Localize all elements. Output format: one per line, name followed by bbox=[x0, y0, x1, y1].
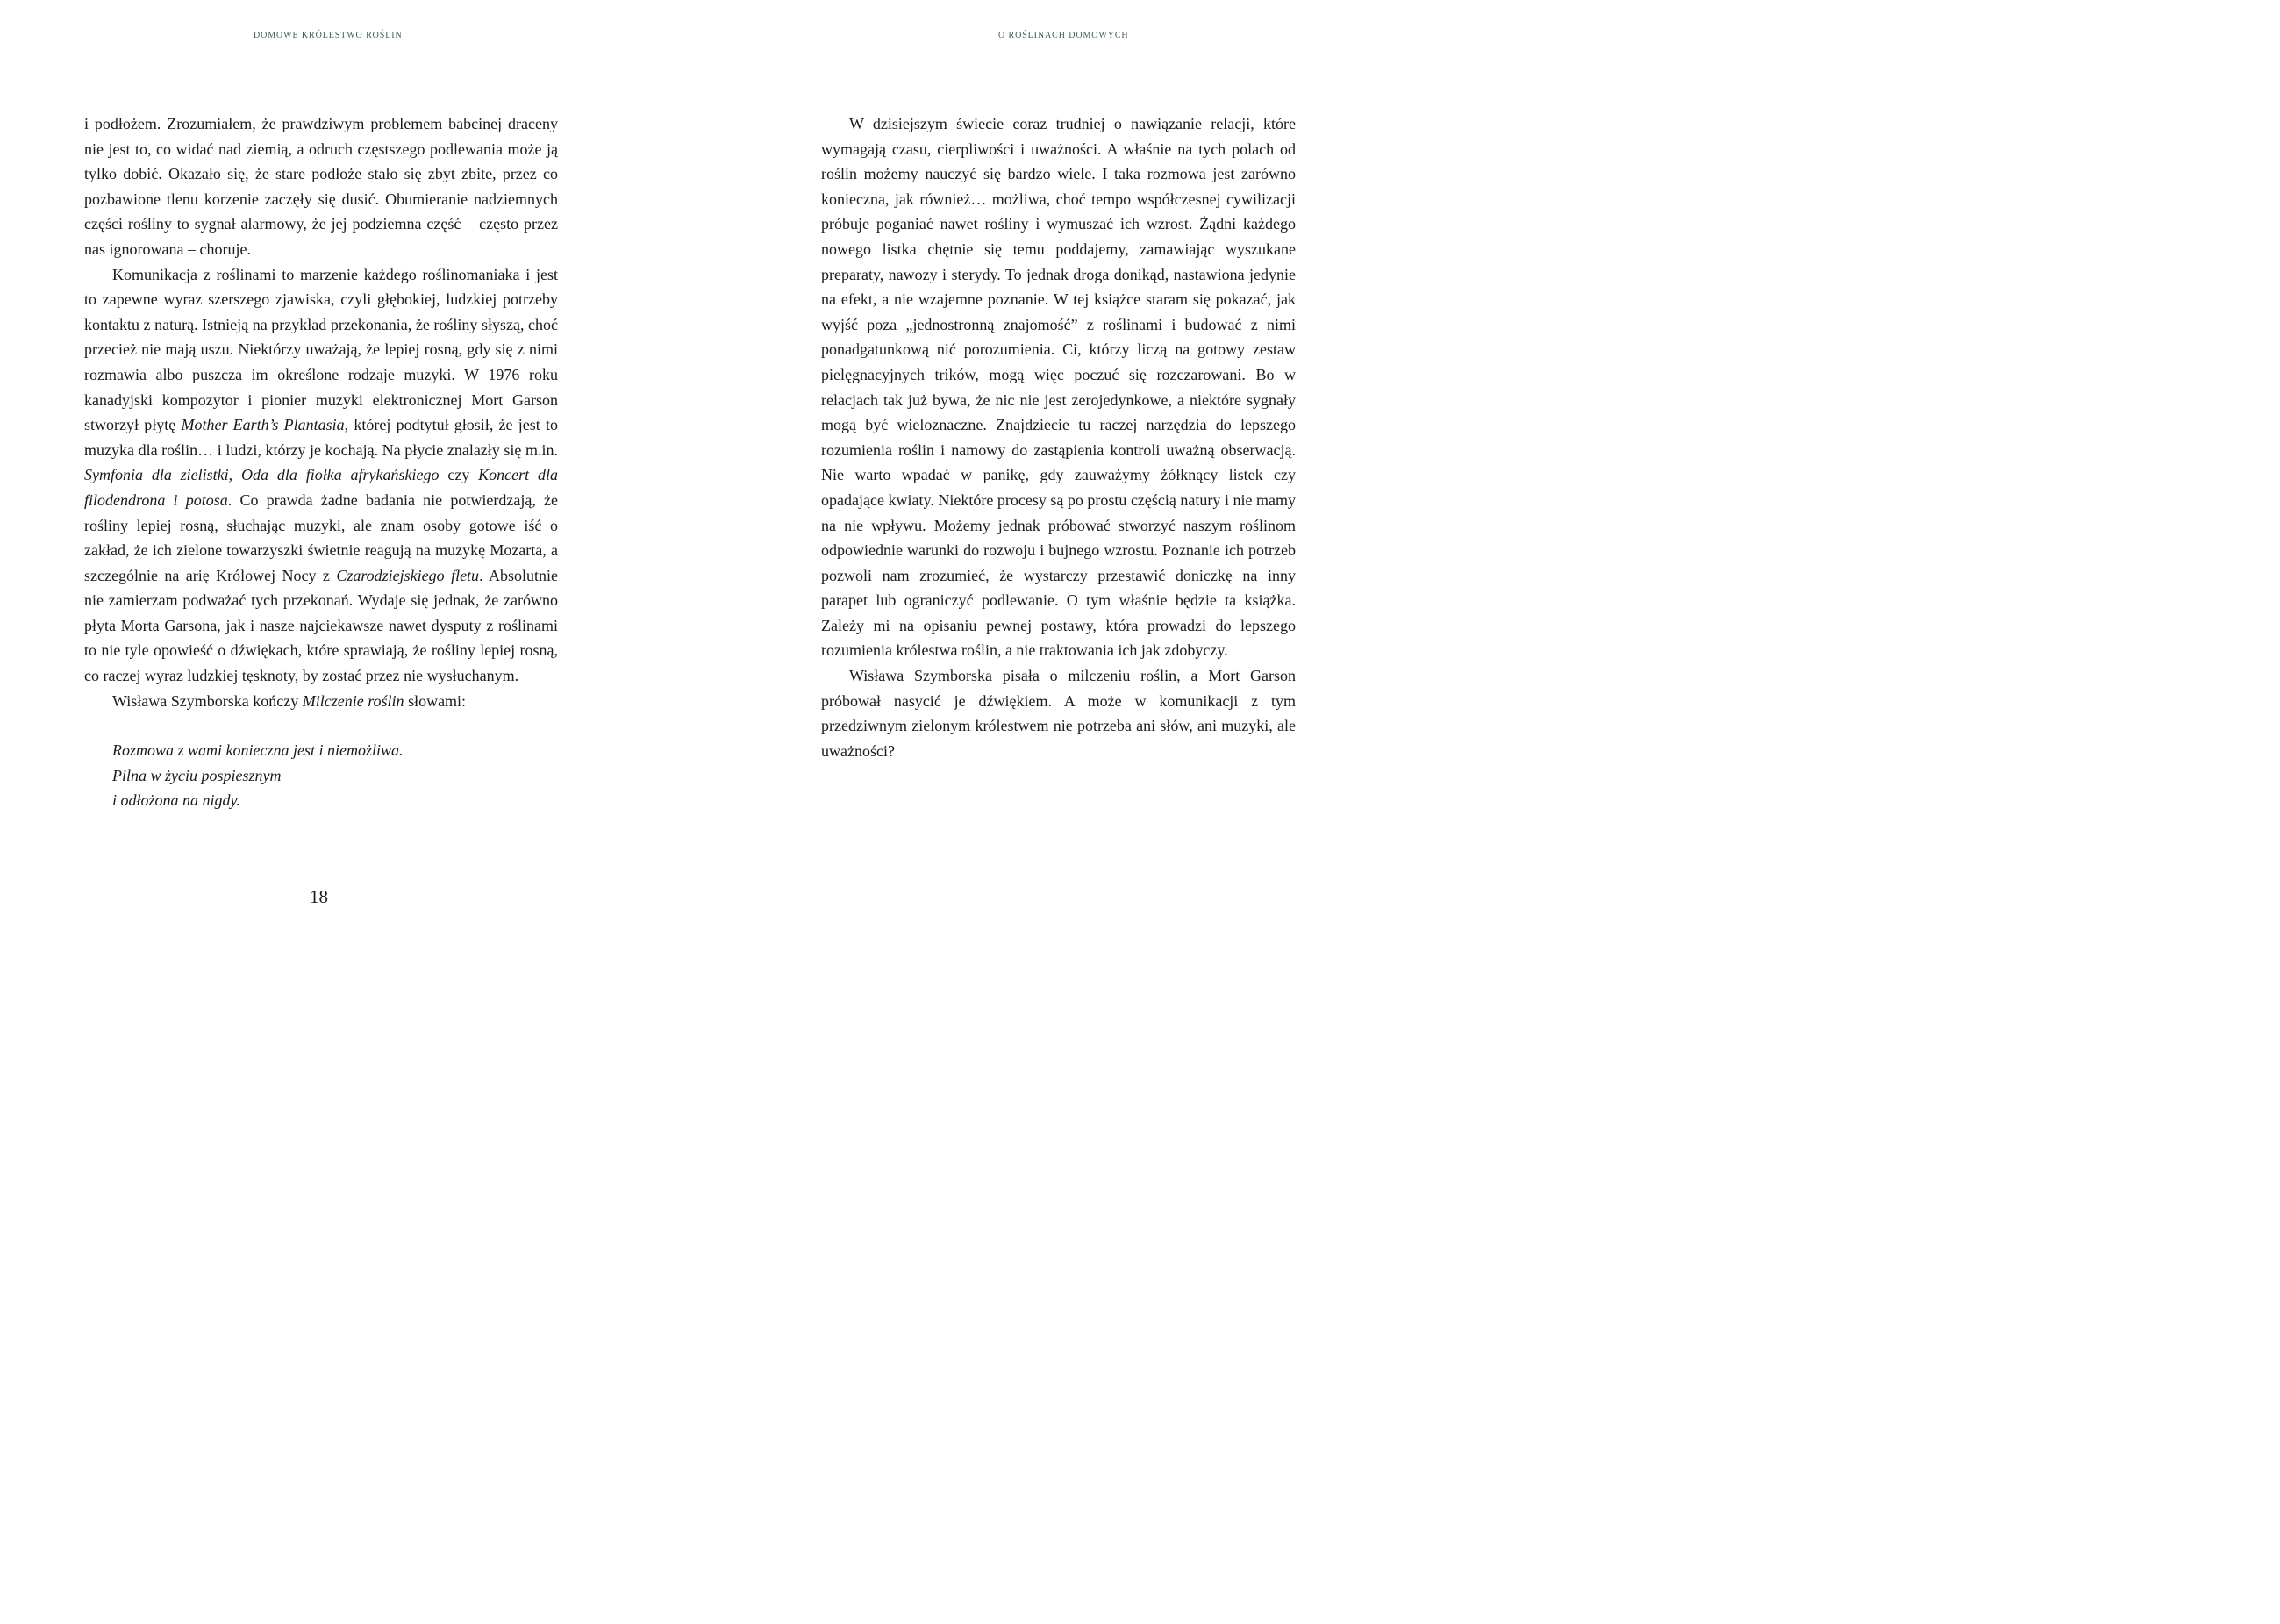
left-paragraphs bbox=[84, 111, 558, 713]
text-segment: , której podtytuł głosił, że jest to muzyka dla roślin… i ludzi, którzy je kochają. Na płycie znalazły się m.in. bbox=[84, 416, 558, 459]
text-segment: Komunikacja z roślinami to marzenie każdego roślinomaniaka i jest to zapewne wyraz szerszego zjawiska, czyli głębokiej, ludzkiej potrzeby kontaktu z naturą. Istnieją na przykład przekonania, że rośliny słyszą, choć przecież nie mają uszu. Niektórzy uważają, że lepiej rosną, gdy się z nimi rozmawia albo puszcza im określone rodzaje muzyki. W 1976 roku kanadyjski kompozytor i pionier muzyki elektronicznej Mort Garson stworzył płytę bbox=[84, 265, 558, 434]
right-page bbox=[680, 0, 1361, 969]
italic-title: Czarodziejskiego fletu bbox=[336, 566, 480, 584]
text-segment: . Absolutnie nie zamierzam podważać tych przekonań. Wydaje się jednak, że zarówno płyta Morta Garsona, jak i nasze najciekawsze nawet dysputy z roślinami to nie tyle opowieść o dźwiękach, które sprawiają, że rośliny lepiej rosną, co raczej wyraz ludzkiej tęsknoty, by zostać przez nie wysłuchanym. bbox=[84, 566, 558, 685]
right-text-block bbox=[821, 111, 1296, 763]
paragraph bbox=[821, 663, 1296, 763]
poem-line: Pilna w życiu pospiesznym bbox=[112, 766, 282, 784]
text-segment: W dzisiejszym świecie coraz trudniej o nawiązanie relacji, które wymagają czasu, cierpliwości i uważności. A właśnie na tych polach od roślin możemy nauczyć się bardzo wiele. I taka rozmowa jest zarówno konieczna, jak również… możliwa, choć tempo współczesnej cywilizacji próbuje poganiać nawet rośliny i wymuszać ich wzrost. Żądni każdego nowego listka chętnie się temu poddajemy, zamawiając wyszukane preparaty, nawozy i sterydy. To jednak droga donikąd, nastawiona jedynie na efekt, a nie wzajemne poznanie. W tej książce staram się pokazać, jak wyjść poza „jednostronną znajomość” z roślinami i budować z nimi ponadgatunkową nić porozumienia. Ci, którzy liczą na gotowy zestaw pielęgnacyjnych trików, mogą więc poczuć się rozczarowani. Bo w relacjach tak już bywa, że nic nie jest zerojedynkowe, a niektóre sygnały mogą być wieloznaczne. Znajdziecie tu raczej narzędzia do lepszego rozumienia roślin i namowy do zastąpienia kontroli uważną obserwacją. Nie warto wpadać w panikę, gdy zauważymy żółknący listek czy opadające kwiaty. Niektóre procesy są po prostu częścią natury i nie mamy na nie wpływu. Możemy jednak próbować stworzyć naszym roślinom odpowiednie warunki do rozwoju i bujnego wzrostu. Poznanie ich potrzeb pozwoli nam zrozumieć, że wystarczy przestawić doniczkę na inny parapet lub ograniczyć podlewanie. O tym właśnie będzie ta książka. Zależy mi na opisaniu pewnej postawy, która prowadzi do lepszego rozumienia królestwa roślin, a nie traktowania ich jak zdobyczy. bbox=[821, 115, 1296, 660]
book-spread bbox=[0, 0, 1361, 969]
right-paragraphs bbox=[821, 111, 1296, 763]
text-segment: Wisława Szymborska kończy bbox=[112, 691, 303, 710]
italic-title: Mother Earth’s Plantasia bbox=[181, 416, 345, 434]
poem-quote bbox=[112, 738, 558, 813]
paragraph bbox=[84, 689, 558, 714]
page-number: 18 bbox=[310, 886, 328, 907]
italic-title: Oda dla fiołka afrykańskiego bbox=[241, 466, 440, 484]
left-page bbox=[0, 0, 680, 969]
left-text-block bbox=[84, 111, 558, 813]
text-segment: , bbox=[228, 466, 242, 484]
text-segment: słowami: bbox=[404, 691, 467, 710]
paragraph bbox=[821, 111, 1296, 663]
poem-line: i odłożona na nigdy. bbox=[112, 791, 241, 810]
italic-title: Milczenie roślin bbox=[302, 691, 404, 710]
left-running-head: DOMOWE KRÓLESTWO ROŚLIN bbox=[254, 31, 403, 40]
poem-line: Rozmowa z wami konieczna jest i niemożliwa. bbox=[112, 741, 404, 760]
text-segment: Wisława Szymborska pisała o milczeniu roślin, a Mort Garson próbował nasycić je dźwiękiem. A może w komunikacji z tym przedziwnym zielonym królestwem nie potrzeba ani słów, ani muzyki, ale uważności? bbox=[821, 667, 1296, 760]
italic-title: Symfonia dla zielistki bbox=[84, 466, 229, 484]
text-segment: i podłożem. Zrozumiałem, że prawdziwym problemem babcinej draceny nie jest to, co widać nad ziemią, a odruch częstszego podlewania może ją tylko dobić. Okazało się, że stare podłoże stało się zbyt zbite, przez co pozbawione tlenu korzenie zaczęły się dusić. Obumieranie nadziemnych części rośliny to sygnał alarmowy, że jej podziemna część – często przez nas ignorowana – choruje. bbox=[84, 115, 558, 258]
text-segment: czy bbox=[439, 466, 479, 484]
text-segment: . Co prawda żadne badania nie potwierdzają, że rośliny lepiej rosną, słuchając muzyki, ale znam osoby gotowe iść o zakład, że ich zielone towarzyszki świetnie reagują na muzykę Mozarta, a szczególnie na arię Królowej Nocy z bbox=[84, 490, 558, 584]
paragraph bbox=[84, 111, 558, 262]
italic-title: Koncert dla filodendrona i potosa bbox=[84, 466, 559, 509]
paragraph bbox=[84, 262, 558, 689]
right-running-head: O ROŚLINACH DOMOWYCH bbox=[998, 31, 1129, 40]
